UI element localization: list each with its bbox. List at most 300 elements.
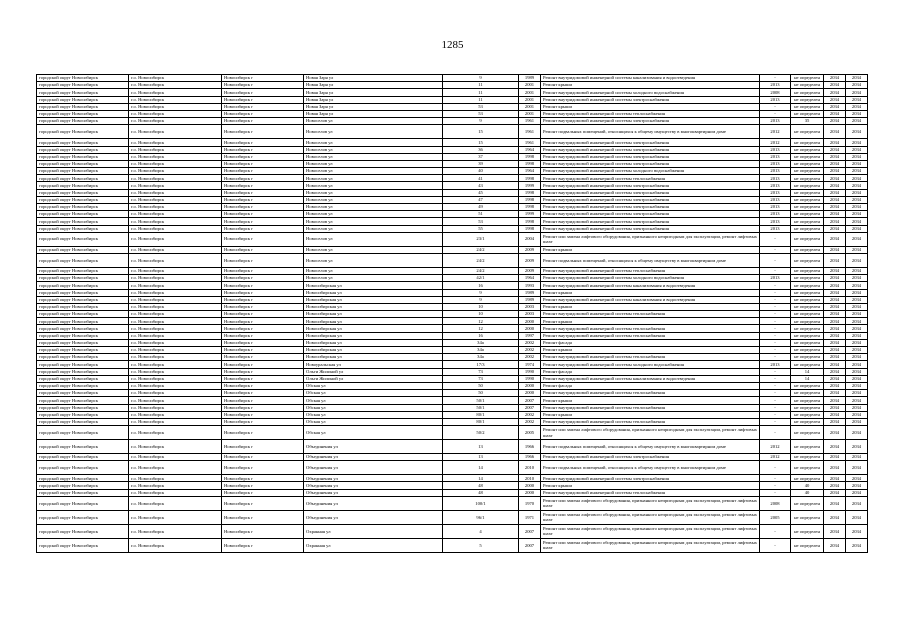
city-cell: Новосибирск г	[222, 110, 304, 117]
wear-cell: не определен	[791, 382, 824, 389]
house-number-cell: 9	[443, 75, 519, 82]
build-year-cell: 1998	[519, 153, 541, 160]
wear-cell: не определен	[791, 110, 824, 117]
house-number-cell: 17/3	[443, 361, 519, 368]
city-cell: Новосибирск г	[222, 189, 304, 196]
table-row	[37, 289, 868, 296]
street-cell: Новоселов ул	[304, 211, 443, 218]
plan-year-start-cell: 2034	[824, 375, 846, 382]
house-number-cell: 73	[443, 368, 519, 375]
build-year-cell: 1990	[519, 368, 541, 375]
plan-year-start-cell: 2034	[824, 82, 846, 89]
wear-cell: не определен	[791, 325, 824, 332]
plan-year-start-cell: 2034	[824, 211, 846, 218]
work-type-cell: Ремонт внутридомовой инженерной системы электроснабжения	[541, 153, 760, 160]
settlement-cell: г.о. Новосибирск	[129, 182, 222, 189]
build-year-cell: 1998	[519, 175, 541, 182]
plan-year-start-cell: 2034	[824, 275, 846, 282]
plan-year-end-cell: 2034	[846, 440, 868, 454]
plan-year-start-cell: 2034	[824, 347, 846, 354]
city-cell: Новосибирск г	[222, 482, 304, 489]
plan-year-start-cell: 2034	[824, 361, 846, 368]
build-year-cell: 1966	[519, 440, 541, 454]
wear-cell: не определен	[791, 347, 824, 354]
last-repair-year-cell: 2013	[760, 204, 791, 211]
table-row	[37, 510, 868, 524]
wear-cell: не определен	[791, 218, 824, 225]
house-number-cell: 9	[443, 118, 519, 125]
street-cell: Новосибирская ул	[304, 332, 443, 339]
plan-year-end-cell: 2034	[846, 524, 868, 538]
settlement-cell: г.о. Новосибирск	[129, 160, 222, 167]
city-cell: Новосибирск г	[222, 211, 304, 218]
plan-year-end-cell: 2034	[846, 110, 868, 117]
work-type-cell: Ремонт внутридомовой инженерной системы теплоснабжения	[541, 489, 760, 496]
city-cell: Новосибирск г	[222, 168, 304, 175]
plan-year-start-cell: 2034	[824, 318, 846, 325]
last-repair-year-cell: 2013	[760, 118, 791, 125]
work-type-cell: Ремонт внутридомовой инженерной системы холодного водоснабжения	[541, 89, 760, 96]
street-cell: Обская ул	[304, 390, 443, 397]
municipality-cell: городской округ Новосибирск	[37, 489, 129, 496]
build-year-cell: 2004	[519, 232, 541, 246]
work-type-cell: Ремонт внутридомовой инженерной системы теплоснабжения	[541, 325, 760, 332]
plan-year-end-cell: 2034	[846, 418, 868, 425]
street-cell: Новоселов ул	[304, 175, 443, 182]
work-type-cell: Ремонт крыши	[541, 246, 760, 253]
city-cell: Новосибирск г	[222, 275, 304, 282]
municipality-cell: городской округ Новосибирск	[37, 426, 129, 440]
house-number-cell: 15	[443, 125, 519, 139]
settlement-cell: г.о. Новосибирск	[129, 96, 222, 103]
plan-year-start-cell: 2034	[824, 510, 846, 524]
municipality-cell: городской округ Новосибирск	[37, 189, 129, 196]
work-type-cell: Ремонт внутридомовой инженерной системы канализования и водоотведения	[541, 296, 760, 303]
build-year-cell: 1998	[519, 225, 541, 232]
wear-cell: не определен	[791, 282, 824, 289]
wear-cell: не определен	[791, 361, 824, 368]
city-cell: Новосибирск г	[222, 204, 304, 211]
wear-cell: не определен	[791, 160, 824, 167]
table-row	[37, 96, 868, 103]
table-row	[37, 204, 868, 211]
work-type-cell: Ремонт крыши	[541, 411, 760, 418]
city-cell: Новосибирск г	[222, 461, 304, 475]
plan-year-end-cell: 2034	[846, 311, 868, 318]
settlement-cell: г.о. Новосибирск	[129, 267, 222, 274]
table-row	[37, 160, 868, 167]
settlement-cell: г.о. Новосибирск	[129, 196, 222, 203]
plan-year-start-cell: 2034	[824, 538, 846, 552]
house-number-cell: 48	[443, 489, 519, 496]
street-cell: Новоселов ул	[304, 275, 443, 282]
settlement-cell: г.о. Новосибирск	[129, 218, 222, 225]
last-repair-year-cell: -	[760, 246, 791, 253]
municipality-cell: городской округ Новосибирск	[37, 246, 129, 253]
work-type-cell: Ремонт внутридомовой инженерной системы электроснабжения	[541, 454, 760, 461]
last-repair-year-cell: 2013	[760, 189, 791, 196]
city-cell: Новосибирск г	[222, 182, 304, 189]
city-cell: Новосибирск г	[222, 311, 304, 318]
build-year-cell: 1961	[519, 118, 541, 125]
build-year-cell: 1964	[519, 146, 541, 153]
plan-year-start-cell: 2034	[824, 418, 846, 425]
municipality-cell: городской округ Новосибирск	[37, 454, 129, 461]
plan-year-end-cell: 2034	[846, 282, 868, 289]
table-row	[37, 153, 868, 160]
last-repair-year-cell: 2013	[760, 275, 791, 282]
house-number-cell: 24/2	[443, 267, 519, 274]
settlement-cell: г.о. Новосибирск	[129, 339, 222, 346]
last-repair-year-cell: -	[760, 390, 791, 397]
last-repair-year-cell: 2013	[760, 361, 791, 368]
settlement-cell: г.о. Новосибирск	[129, 404, 222, 411]
street-cell: Обская ул	[304, 418, 443, 425]
municipality-cell: городской округ Новосибирск	[37, 332, 129, 339]
settlement-cell: г.о. Новосибирск	[129, 347, 222, 354]
build-year-cell: 2007	[519, 397, 541, 404]
city-cell: Новосибирск г	[222, 454, 304, 461]
table-row	[37, 125, 868, 139]
plan-year-start-cell: 2034	[824, 296, 846, 303]
work-type-cell: Ремонт или замена лифтового оборудования, признанного непригодным для эксплуатации, ремонт лифтовых шахт	[541, 232, 760, 246]
plan-year-end-cell: 2034	[846, 125, 868, 139]
municipality-cell: городской округ Новосибирск	[37, 160, 129, 167]
last-repair-year-cell: -	[760, 311, 791, 318]
settlement-cell: г.о. Новосибирск	[129, 325, 222, 332]
last-repair-year-cell: 2013	[760, 182, 791, 189]
last-repair-year-cell: -	[760, 418, 791, 425]
street-cell: Новая Заря ул	[304, 89, 443, 96]
plan-year-start-cell: 2034	[824, 426, 846, 440]
house-number-cell: 9	[443, 296, 519, 303]
city-cell: Новосибирск г	[222, 440, 304, 454]
work-type-cell: Ремонт внутридомовой инженерной системы холодного водоснабжения	[541, 361, 760, 368]
plan-year-end-cell: 2034	[846, 482, 868, 489]
plan-year-end-cell: 2034	[846, 253, 868, 267]
plan-year-start-cell: 2034	[824, 103, 846, 110]
wear-cell: не определен	[791, 253, 824, 267]
settlement-cell: г.о. Новосибирск	[129, 397, 222, 404]
wear-cell: не определен	[791, 267, 824, 274]
plan-year-start-cell: 2034	[824, 524, 846, 538]
last-repair-year-cell: -	[760, 426, 791, 440]
build-year-cell: 1999	[519, 211, 541, 218]
city-cell: Новосибирск г	[222, 426, 304, 440]
plan-year-end-cell: 2034	[846, 289, 868, 296]
municipality-cell: городской округ Новосибирск	[37, 175, 129, 182]
house-number-cell: 48	[443, 482, 519, 489]
city-cell: Новосибирск г	[222, 267, 304, 274]
work-type-cell: Ремонт внутридомовой инженерной системы холодного водоснабжения	[541, 275, 760, 282]
street-cell: Ольги Жилиной ул	[304, 368, 443, 375]
plan-year-end-cell: 2034	[846, 168, 868, 175]
plan-year-end-cell: 2034	[846, 275, 868, 282]
plan-year-end-cell: 2034	[846, 218, 868, 225]
plan-year-end-cell: 2034	[846, 146, 868, 153]
municipality-cell: городской округ Новосибирск	[37, 125, 129, 139]
table-row	[37, 461, 868, 475]
city-cell: Новосибирск г	[222, 296, 304, 303]
municipality-cell: городской округ Новосибирск	[37, 390, 129, 397]
plan-year-start-cell: 2034	[824, 289, 846, 296]
last-repair-year-cell: -	[760, 75, 791, 82]
wear-cell: не определен	[791, 196, 824, 203]
street-cell: Новоселов ул	[304, 218, 443, 225]
house-number-cell: 41	[443, 175, 519, 182]
plan-year-start-cell: 2034	[824, 440, 846, 454]
street-cell: Новоуральская ул	[304, 361, 443, 368]
work-type-cell: Ремонт крыши	[541, 303, 760, 310]
build-year-cell: 2009	[519, 253, 541, 267]
city-cell: Новосибирск г	[222, 103, 304, 110]
table-row	[37, 218, 868, 225]
wear-cell: не определен	[791, 175, 824, 182]
plan-year-end-cell: 2034	[846, 204, 868, 211]
last-repair-year-cell: -	[760, 538, 791, 552]
wear-cell: не определен	[791, 232, 824, 246]
wear-cell: не определен	[791, 182, 824, 189]
city-cell: Новосибирск г	[222, 289, 304, 296]
last-repair-year-cell: 2013	[760, 175, 791, 182]
city-cell: Новосибирск г	[222, 146, 304, 153]
plan-year-end-cell: 2034	[846, 496, 868, 510]
settlement-cell: г.о. Новосибирск	[129, 318, 222, 325]
street-cell: Охранная ул	[304, 524, 443, 538]
plan-year-end-cell: 2034	[846, 397, 868, 404]
street-cell: Новосибирская ул	[304, 325, 443, 332]
municipality-cell: городской округ Новосибирск	[37, 318, 129, 325]
settlement-cell: г.о. Новосибирск	[129, 153, 222, 160]
house-number-cell: 53	[443, 218, 519, 225]
table-row	[37, 82, 868, 89]
last-repair-year-cell: -	[760, 253, 791, 267]
plan-year-end-cell: 2034	[846, 510, 868, 524]
municipality-cell: городской округ Новосибирск	[37, 496, 129, 510]
municipality-cell: городской округ Новосибирск	[37, 82, 129, 89]
plan-year-end-cell: 2034	[846, 139, 868, 146]
build-year-cell: 2010	[519, 461, 541, 475]
work-type-cell: Ремонт подвальных помещений, относящихся к общему имуществу в многоквартирном доме	[541, 125, 760, 139]
build-year-cell: 1966	[519, 454, 541, 461]
plan-year-end-cell: 2034	[846, 175, 868, 182]
municipality-cell: городской округ Новосибирск	[37, 325, 129, 332]
city-cell: Новосибирск г	[222, 397, 304, 404]
street-cell: Новоселов ул	[304, 196, 443, 203]
work-type-cell: Ремонт внутридомовой инженерной системы теплоснабжения	[541, 390, 760, 397]
page-number: 1285	[441, 39, 464, 51]
house-number-cell: 39	[443, 160, 519, 167]
wear-cell: не определен	[791, 289, 824, 296]
plan-year-end-cell: 2034	[846, 96, 868, 103]
plan-year-start-cell: 2034	[824, 189, 846, 196]
street-cell: Новосибирская ул	[304, 339, 443, 346]
last-repair-year-cell: -	[760, 375, 791, 382]
wear-cell: не определен	[791, 524, 824, 538]
house-number-cell: 12	[443, 325, 519, 332]
plan-year-start-cell: 2034	[824, 175, 846, 182]
table-row	[37, 440, 868, 454]
municipality-cell: городской округ Новосибирск	[37, 118, 129, 125]
plan-year-start-cell: 2034	[824, 75, 846, 82]
settlement-cell: г.о. Новосибирск	[129, 125, 222, 139]
settlement-cell: г.о. Новосибирск	[129, 454, 222, 461]
city-cell: Новосибирск г	[222, 361, 304, 368]
street-cell: Новосибирская ул	[304, 347, 443, 354]
settlement-cell: г.о. Новосибирск	[129, 390, 222, 397]
house-number-cell: 73	[443, 375, 519, 382]
city-cell: Новосибирск г	[222, 354, 304, 361]
table-row	[37, 110, 868, 117]
city-cell: Новосибирск г	[222, 196, 304, 203]
house-number-cell: 13	[443, 440, 519, 454]
plan-year-start-cell: 2034	[824, 354, 846, 361]
wear-cell: 40	[791, 482, 824, 489]
house-number-cell: 49	[443, 204, 519, 211]
municipality-cell: городской округ Новосибирск	[37, 404, 129, 411]
street-cell: Новоселов ул	[304, 118, 443, 125]
build-year-cell: 2003	[519, 303, 541, 310]
wear-cell: не определен	[791, 418, 824, 425]
city-cell: Новосибирск г	[222, 282, 304, 289]
last-repair-year-cell: -	[760, 354, 791, 361]
city-cell: Новосибирск г	[222, 524, 304, 538]
settlement-cell: г.о. Новосибирск	[129, 482, 222, 489]
table-row	[37, 489, 868, 496]
house-number-cell: 80/1	[443, 418, 519, 425]
build-year-cell: 1993	[519, 282, 541, 289]
city-cell: Новосибирск г	[222, 411, 304, 418]
municipality-cell: городской округ Новосибирск	[37, 510, 129, 524]
plan-year-start-cell: 2034	[824, 218, 846, 225]
city-cell: Новосибирск г	[222, 538, 304, 552]
build-year-cell: 2007	[519, 404, 541, 411]
house-number-cell: 36	[443, 146, 519, 153]
city-cell: Новосибирск г	[222, 332, 304, 339]
house-number-cell: 15	[443, 139, 519, 146]
house-number-cell: 42/1	[443, 275, 519, 282]
plan-year-end-cell: 2034	[846, 232, 868, 246]
city-cell: Новосибирск г	[222, 118, 304, 125]
build-year-cell: 2002	[519, 347, 541, 354]
wear-cell: не определен	[791, 496, 824, 510]
municipality-cell: городской округ Новосибирск	[37, 225, 129, 232]
city-cell: Новосибирск г	[222, 510, 304, 524]
work-type-cell: Ремонт внутридомовой инженерной системы электроснабжения	[541, 211, 760, 218]
street-cell: Обская ул	[304, 397, 443, 404]
plan-year-end-cell: 2034	[846, 267, 868, 274]
settlement-cell: г.о. Новосибирск	[129, 475, 222, 482]
house-number-cell: 34а	[443, 347, 519, 354]
wear-cell: не определен	[791, 426, 824, 440]
plan-year-end-cell: 2034	[846, 489, 868, 496]
plan-year-start-cell: 2034	[824, 246, 846, 253]
settlement-cell: г.о. Новосибирск	[129, 510, 222, 524]
build-year-cell: 2001	[519, 82, 541, 89]
build-year-cell: 1964	[519, 275, 541, 282]
last-repair-year-cell: 2013	[760, 146, 791, 153]
plan-year-start-cell: 2034	[824, 267, 846, 274]
build-year-cell: 2007	[519, 538, 541, 552]
table-row	[37, 325, 868, 332]
table-row	[37, 118, 868, 125]
municipality-cell: городской округ Новосибирск	[37, 289, 129, 296]
plan-year-end-cell: 2034	[846, 89, 868, 96]
plan-year-end-cell: 2034	[846, 339, 868, 346]
plan-year-start-cell: 2034	[824, 139, 846, 146]
work-type-cell: Ремонт внутридомовой инженерной системы электроснабжения	[541, 225, 760, 232]
house-number-cell: 50/1	[443, 404, 519, 411]
plan-year-start-cell: 2034	[824, 390, 846, 397]
work-type-cell: Ремонт внутридомовой инженерной системы электроснабжения	[541, 182, 760, 189]
table-row	[37, 390, 868, 397]
municipality-cell: городской округ Новосибирск	[37, 382, 129, 389]
build-year-cell: 2000	[519, 318, 541, 325]
house-number-cell: 10	[443, 303, 519, 310]
work-type-cell: Ремонт внутридомовой инженерной системы электроснабжения	[541, 139, 760, 146]
house-number-cell: 12	[443, 318, 519, 325]
house-number-cell: 11	[443, 82, 519, 89]
municipality-cell: городской округ Новосибирск	[37, 211, 129, 218]
plan-year-start-cell: 2034	[824, 489, 846, 496]
street-cell: Новосибирская ул	[304, 354, 443, 361]
work-type-cell: Ремонт внутридомовой инженерной системы электроснабжения	[541, 96, 760, 103]
plan-year-start-cell: 2034	[824, 325, 846, 332]
work-type-cell: Ремонт или замена лифтового оборудования, признанного непригодным для эксплуатации, ремонт лифтовых шахт	[541, 496, 760, 510]
plan-year-start-cell: 2034	[824, 110, 846, 117]
work-type-cell: Ремонт или замена лифтового оборудования, признанного непригодным для эксплуатации, ремонт лифтовых шахт	[541, 426, 760, 440]
work-type-cell: Ремонт подвальных помещений, относящихся к общему имуществу в многоквартирном доме	[541, 461, 760, 475]
work-type-cell: Ремонт внутридомовой инженерной системы теплоснабжения	[541, 267, 760, 274]
table-row	[37, 361, 868, 368]
house-number-cell: 37	[443, 153, 519, 160]
city-cell: Новосибирск г	[222, 225, 304, 232]
wear-cell: не определен	[791, 390, 824, 397]
street-cell: Ольги Жилиной ул	[304, 375, 443, 382]
wear-cell: не определен	[791, 440, 824, 454]
municipality-cell: городской округ Новосибирск	[37, 375, 129, 382]
municipality-cell: городской округ Новосибирск	[37, 354, 129, 361]
work-type-cell: Ремонт фасада	[541, 368, 760, 375]
table-row	[37, 454, 868, 461]
settlement-cell: г.о. Новосибирск	[129, 139, 222, 146]
municipality-cell: городской округ Новосибирск	[37, 204, 129, 211]
municipality-cell: городской округ Новосибирск	[37, 253, 129, 267]
last-repair-year-cell: -	[760, 296, 791, 303]
build-year-cell: 1964	[519, 168, 541, 175]
last-repair-year-cell: -	[760, 347, 791, 354]
plan-year-start-cell: 2034	[824, 118, 846, 125]
municipality-cell: городской округ Новосибирск	[37, 482, 129, 489]
build-year-cell: 2001	[519, 103, 541, 110]
plan-year-end-cell: 2034	[846, 189, 868, 196]
municipality-cell: городской округ Новосибирск	[37, 89, 129, 96]
municipality-cell: городской округ Новосибирск	[37, 267, 129, 274]
house-number-cell: 50	[443, 390, 519, 397]
wear-cell: не определен	[791, 461, 824, 475]
table-row	[37, 146, 868, 153]
street-cell: Объединения ул	[304, 496, 443, 510]
wear-cell: 14	[791, 368, 824, 375]
work-type-cell: Ремонт внутридомовой инженерной системы теплоснабжения	[541, 175, 760, 182]
work-type-cell: Ремонт внутридомовой инженерной системы электроснабжения	[541, 218, 760, 225]
work-type-cell: Ремонт внутридомовой инженерной системы холодного водоснабжения	[541, 168, 760, 175]
settlement-cell: г.о. Новосибирск	[129, 332, 222, 339]
house-number-cell: 53	[443, 110, 519, 117]
wear-cell: не определен	[791, 75, 824, 82]
table-row	[37, 426, 868, 440]
table-row	[37, 296, 868, 303]
